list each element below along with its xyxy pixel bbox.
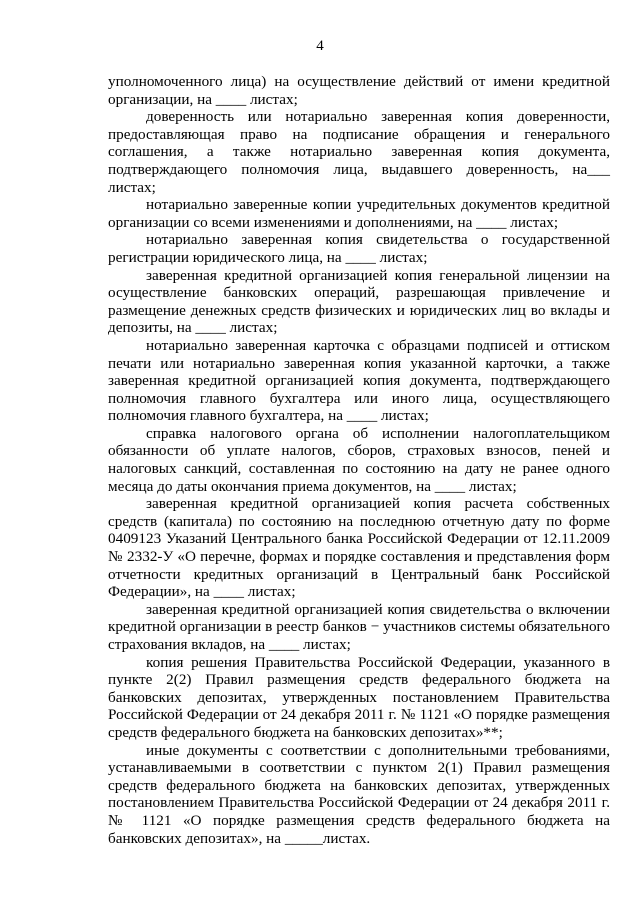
paragraph-4: нотариально заверенная копия свидетельства о государственной регистрации юридического лица, на ____ листах; — [108, 231, 610, 266]
document-body — [108, 73, 610, 847]
paragraph-2: доверенность или нотариально заверенная копия доверенности, предоставляющая право на подписание обращения и генерального соглашения, а также нотариально заверенная копия документа, подтверждающего полномочия лица, выдавшего доверенность, на___ листах; — [108, 108, 610, 196]
paragraph-3: нотариально заверенные копии учредительных документов кредитной организации со всеми изменениями и дополнениями, на ____ листах; — [108, 196, 610, 231]
paragraph-11: иные документы с соответствии с дополнительными требованиями, устанавливаемыми в соответствии с пунктом 2(1) Правил размещения средств федерального бюджета на банковских депозитах, утвержденных постановлением Правительства Российской Федерации от 24 декабря 2011 г. № 1121 «О порядке размещения средств федерального бюджета на банковских депозитах», на _____листах. — [108, 741, 610, 847]
paragraph-8: заверенная кредитной организацией копия расчета собственных средств (капитала) по состоянию на последнюю отчетную дату по форме 0409123 Указаний Центрального банка Российской Федерации от 12.11.2009 № 2332-У «О перечне, формах и порядке составления и представления форм отчетности кредитных организаций в Центральный банк Российской Федерации», на ____ листах; — [108, 495, 610, 601]
paragraph-6: нотариально заверенная карточка с образцами подписей и оттиском печати или нотариально заверенная копия указанной карточки, а также заверенная кредитной организацией копия документа, подтверждающего полномочия главного бухгалтера или иного лица, осуществляющего полномочия главного бухгалтера, на ____ листах; — [108, 336, 610, 425]
paragraph-7: справка налогового органа об исполнении налогоплательщиком обязанности об уплате налогов, сборов, страховых взносов, пеней и налоговых санкций, составленная по состоянию на дату не ранее одного месяца до даты окончания приема документов, на ____ листах; — [108, 424, 610, 495]
paragraph-10: копия решения Правительства Российской Федерации, указанного в пункте 2(2) Правил размещения средств федерального бюджета на банковских депозитах, утвержденных постановлением Правительства Российской Федерации от 24 декабря 2011 г. № 1121 «О порядке размещения средств федерального бюджета на банковских депозитах»**; — [108, 653, 610, 741]
paragraph-1: уполномоченного лица) на осуществление действий от имени кредитной организации, на ____ листах; — [108, 73, 610, 108]
page-number: 4 — [316, 38, 324, 54]
paragraph-9: заверенная кредитной организацией копия свидетельства о включении кредитной организации в реестр банков − участников системы обязательного страхования вкладов, на ____ листах; — [108, 600, 610, 653]
paragraph-5: заверенная кредитной организацией копия генеральной лицензии на осуществление банковских операций, разрешающая привлечение и размещение денежных средств физических и юридических лиц во вклады и депозиты, на ____ листах; — [108, 266, 610, 337]
